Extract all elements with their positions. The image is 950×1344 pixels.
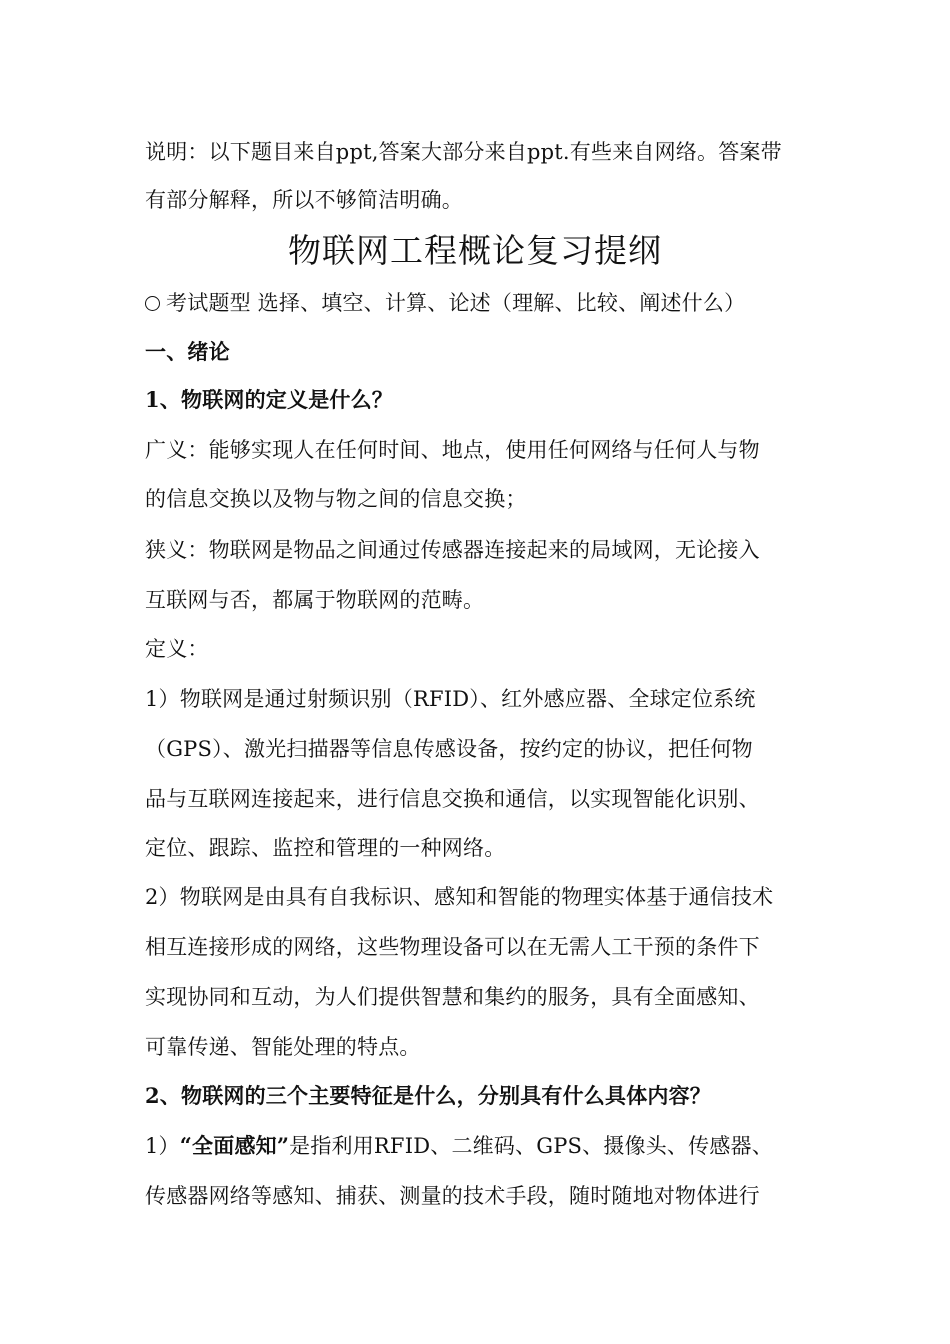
definition-1-line-4: 定位、跟踪、监控和管理的一种网络。 [145, 836, 506, 860]
answer-2-prefix: 1） [145, 1134, 180, 1158]
section-heading: 一、绪论 [145, 339, 230, 364]
definition-label: 定义： [145, 637, 209, 661]
narrow-definition-line-2: 互联网与否，都属于物联网的范畴。 [145, 588, 485, 612]
narrow-definition-line-1: 狭义：物联网是物品之间通过传感器连接起来的局域网，无论接入 [145, 538, 760, 562]
definition-2-line-3: 实现协同和互动，为人们提供智慧和集约的服务，具有全面感知、 [145, 985, 760, 1009]
definition-2-line-2: 相互连接形成的网络，这些物理设备可以在无需人工干预的条件下 [145, 935, 760, 959]
definition-2-line-1: 2）物联网是由具有自我标识、感知和智能的物理实体基于通信技术 [145, 885, 774, 909]
definition-2-line-4: 可靠传递、智能处理的特点。 [145, 1035, 421, 1059]
answer-2-term: “全面感知” [179, 1133, 290, 1158]
definition-1-line-1: 1）物联网是通过射频识别（RFID）、红外感应器、全球定位系统 [145, 687, 756, 711]
answer-2-line-2: 传感器网络等感知、捕获、测量的技术手段，随时随地对物体进行 [145, 1184, 760, 1208]
definition-1-line-2: （GPS）、激光扫描器等信息传感设备，按约定的协议，把任何物 [145, 737, 753, 761]
intro-line-2: 有部分解释，所以不够简洁明确。 [145, 188, 463, 212]
exam-types-text: 考试题型 选择、填空、计算、论述（理解、比较、阐述什么） [166, 291, 746, 315]
definition-1-line-3: 品与互联网连接起来，进行信息交换和通信，以实现智能化识别、 [145, 787, 760, 811]
intro-line-1: 说明：以下题目来自ppt,答案大部分来自ppt.有些来自网络。答案带 [145, 140, 782, 164]
answer-2-line-1 [145, 1132, 825, 1160]
document-title: 物联网工程概论复习提纲 [288, 231, 662, 270]
exam-types-line [145, 289, 825, 317]
answer-2-rest: 是指利用RFID、二维码、GPS、摄像头、传感器、 [289, 1134, 773, 1158]
broad-definition-line-1: 广义：能够实现人在任何时间、地点，使用任何网络与任何人与物 [145, 438, 760, 462]
question-2: 2、物联网的三个主要特征是什么，分别具有什么具体内容？ [145, 1083, 712, 1108]
circle-bullet-icon [145, 296, 160, 311]
broad-definition-line-2: 的信息交换以及物与物之间的信息交换； [145, 487, 527, 511]
question-1: 1、物联网的定义是什么？ [145, 387, 394, 412]
